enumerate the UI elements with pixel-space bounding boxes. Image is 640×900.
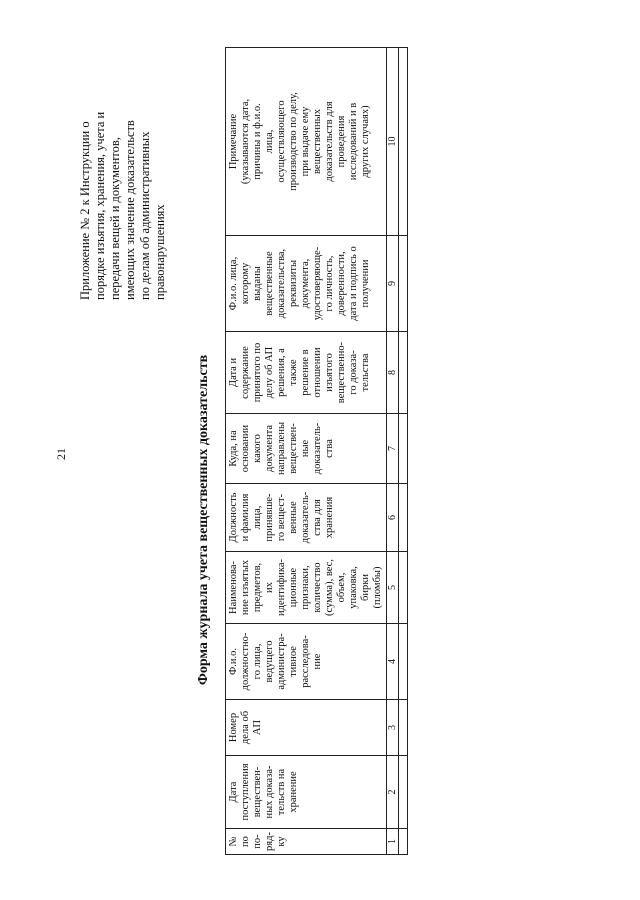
header-cell-7 (226, 414, 387, 484)
header-cell-10 (226, 48, 387, 236)
header-line: доказательств для (324, 101, 335, 182)
column-number: 8 (387, 332, 399, 414)
header-line: веществен- (288, 423, 299, 474)
header-line: и фамилия (240, 493, 251, 542)
appendix-line: по делам об административных (138, 131, 152, 300)
header-line: (сумма), вес, (324, 559, 335, 616)
header-line: ние (312, 653, 323, 670)
empty-cell (399, 829, 408, 855)
header-line: документа (264, 425, 275, 472)
appendix-line: имеющих значение доказательств (123, 120, 137, 300)
header-cell-8 (226, 332, 387, 414)
header-line: изъятого (324, 353, 335, 392)
appendix-line: Приложение № 2 к Инструкции о (78, 121, 92, 300)
column-number: 6 (387, 484, 399, 552)
header-line: тельств на (276, 768, 287, 816)
header-line: поступления (240, 763, 251, 821)
header-line: ные (300, 439, 311, 458)
header-line: какого (252, 434, 263, 463)
header-line: удостоверяюще- (312, 246, 323, 321)
header-line: ционные (288, 567, 299, 608)
header-line: документа, (300, 258, 311, 309)
header-line: доказательства, (276, 248, 287, 319)
header-line: дела об (240, 710, 251, 745)
header-line: основании (240, 424, 251, 473)
header-line: производство по делу, (288, 92, 299, 191)
appendix-line: порядке изъятия, хранения, учета и (93, 111, 107, 300)
column-number: 5 (387, 552, 399, 624)
column-number: 9 (387, 236, 399, 332)
header-line: которому (240, 262, 251, 305)
empty-cell (399, 332, 408, 414)
header-line: № (228, 836, 239, 847)
header-line: (указываются дата, (240, 98, 251, 185)
appendix-note (78, 50, 168, 300)
header-line: веществен- (252, 766, 263, 818)
header-line: причины и ф.и.о. (252, 103, 263, 180)
header-line: расследова- (300, 635, 311, 688)
header-line: должностно- (240, 632, 251, 691)
header-line: бирки (360, 574, 371, 601)
header-line: Ф.и.о. (228, 647, 239, 676)
header-line: направлены (276, 421, 287, 476)
header-line: признаки, (300, 565, 311, 610)
header-line: других случаях) (360, 105, 371, 178)
empty-cell (399, 552, 408, 624)
appendix-line: передачи вещей и документов, (108, 137, 122, 300)
header-line: АП (252, 719, 263, 736)
header-line: хранение (288, 771, 299, 813)
header-line: доказатель- (300, 491, 311, 544)
header-line: реквизиты (288, 260, 299, 307)
header-line: ных доказа- (264, 765, 275, 819)
header-cell-6 (226, 484, 387, 552)
header-cell-1 (226, 829, 387, 855)
header-line: го личность, (324, 255, 335, 312)
column-number: 7 (387, 414, 399, 484)
header-line: получении (360, 259, 371, 308)
header-line: исследований и в (348, 102, 359, 181)
header-line: Наименова- (228, 561, 239, 615)
header-line: решения, а (276, 348, 287, 397)
column-number: 10 (387, 48, 399, 236)
header-line: администра- (276, 633, 287, 690)
column-number: 3 (387, 700, 399, 756)
header-line: ку (276, 836, 287, 847)
empty-cell (399, 414, 408, 484)
header-line: хранения (324, 496, 335, 539)
header-line: доказатель- (312, 422, 323, 475)
header-line: ства (324, 439, 335, 458)
header-line: проведения (336, 115, 347, 168)
header-line: го вещест- (276, 493, 287, 542)
header-line: вещественные (264, 251, 275, 316)
empty-cell (399, 700, 408, 756)
header-line: Куда, на (228, 430, 239, 467)
header-line: Должность (228, 492, 239, 543)
header-line: их (264, 582, 275, 593)
header-line: го лица, (252, 643, 263, 680)
column-number-row (387, 48, 399, 855)
header-line: лица, (264, 129, 275, 154)
header-line: при выдаче ему (300, 106, 311, 177)
form-title: Форма журнала учета вещественных доказательств (196, 354, 211, 686)
header-cell-3 (226, 700, 387, 756)
header-line: по- (252, 834, 263, 849)
header-line: тивное (288, 646, 299, 677)
header-line: ние изъятых (240, 559, 251, 616)
header-cell-2 (226, 756, 387, 829)
header-row (226, 48, 387, 855)
header-line: Номер (228, 712, 239, 743)
header-line: осуществляющего (276, 100, 287, 183)
evidence-register-table (225, 47, 408, 855)
header-line: тельства (360, 353, 371, 392)
header-line: ведущего (264, 640, 275, 683)
header-line: Дата (228, 781, 239, 803)
header-line: (пломбы) (372, 566, 383, 609)
header-line: также (288, 359, 299, 386)
header-line: количество (312, 562, 323, 613)
header-line: венные (288, 501, 299, 534)
header-line: предметов, (252, 562, 263, 613)
appendix-line: правонарушениях (153, 204, 167, 300)
header-line: доверенности, (336, 251, 347, 316)
empty-cell (399, 48, 408, 236)
header-line: содержание (240, 346, 251, 399)
empty-cell (399, 484, 408, 552)
header-cell-4 (226, 624, 387, 700)
header-line: вещественно- (336, 341, 347, 404)
header-line: выданы (252, 266, 263, 301)
page-number: 21 (54, 448, 68, 460)
header-line: делу об АП (264, 346, 275, 399)
column-number: 2 (387, 756, 399, 829)
header-line: лица, (252, 505, 263, 530)
empty-cell (399, 624, 408, 700)
header-line: принявше- (264, 493, 275, 542)
header-cell-9 (226, 236, 387, 332)
column-number: 1 (387, 829, 399, 855)
header-line: принятого по (252, 342, 263, 403)
header-line: идентифика- (276, 559, 287, 616)
column-number: 4 (387, 624, 399, 700)
empty-cell (399, 756, 408, 829)
header-line: го доказа- (348, 350, 359, 395)
header-line: по (240, 836, 251, 847)
header-line: Дата и (228, 357, 239, 388)
header-line: ства для (312, 499, 323, 536)
header-line: дата и подпись о (348, 246, 359, 321)
header-line: решение в (300, 349, 311, 396)
header-line: отношении (312, 347, 323, 398)
header-line: вещественных (312, 109, 323, 174)
empty-cell (399, 236, 408, 332)
header-line: ряд- (264, 832, 275, 851)
header-line: Ф.и.о. лица, (228, 256, 239, 311)
header-line: упаковка, (348, 566, 359, 609)
header-cell-5 (226, 552, 387, 624)
header-line: объем, (336, 572, 347, 603)
empty-entry-row (399, 48, 408, 855)
header-line: Примечание (228, 113, 239, 170)
